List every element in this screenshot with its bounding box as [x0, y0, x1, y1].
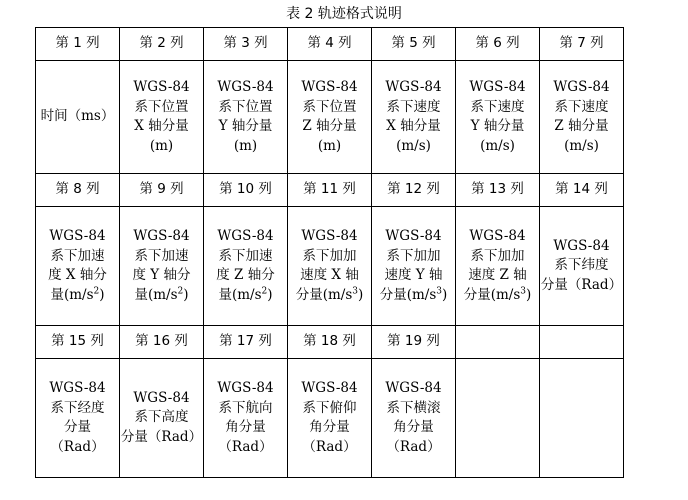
column-header-label: 第 1 列 — [55, 35, 100, 52]
description-line: (m/s) — [564, 137, 599, 154]
description-cell — [456, 359, 540, 478]
description-text — [41, 107, 115, 127]
description-line: WGS-84 — [469, 228, 526, 244]
description-text — [133, 227, 191, 305]
description-line: 速度 Y 轴 — [384, 267, 443, 283]
column-header-label: 第 4 列 — [307, 35, 352, 52]
description-line: 速度 Z 轴 — [468, 267, 527, 283]
column-header-cell — [372, 174, 456, 207]
description-text — [385, 78, 441, 156]
column-header-cell — [204, 326, 288, 359]
description-line: 分量 — [64, 419, 91, 435]
column-header-label: 第 2 列 — [139, 35, 184, 52]
column-header-cell — [36, 174, 120, 207]
description-line: 系下加速 — [134, 247, 189, 264]
trajectory-format-table — [35, 27, 624, 478]
description-line: 角分量 — [225, 419, 266, 435]
description-cell — [372, 359, 456, 478]
description-line: 分量（Rad） — [540, 276, 623, 293]
column-header-label: 第 13 列 — [471, 181, 524, 198]
column-header-cell — [120, 174, 204, 207]
description-text — [301, 379, 357, 457]
description-line: (m) — [233, 137, 258, 154]
description-line: 系下速度 — [470, 98, 525, 115]
description-cell — [120, 61, 204, 174]
description-line: (m/s) — [480, 137, 515, 154]
description-line: 量$(m/s^2)$ — [134, 286, 189, 303]
column-header-cell — [372, 326, 456, 359]
description-text — [296, 227, 364, 305]
column-header-cell — [204, 174, 288, 207]
column-header-label: 第 17 列 — [219, 333, 272, 350]
column-header-label: 第 14 列 — [555, 181, 608, 198]
description-line: 系下加加 — [302, 247, 357, 264]
description-line: 分量（Rad） — [120, 428, 203, 445]
description-text — [301, 78, 357, 156]
description-line: 系下加加 — [470, 247, 525, 264]
table-caption: 表 2 轨迹格式说明 — [286, 6, 402, 22]
description-text — [380, 227, 448, 305]
description-cell — [120, 207, 204, 326]
description-line: 系下俯仰 — [302, 399, 357, 416]
description-line: WGS-84 — [301, 79, 358, 95]
column-header-label: 第 16 列 — [135, 333, 188, 350]
column-header-label: 第 5 列 — [391, 35, 436, 52]
description-line: Z 轴分量 — [554, 118, 609, 134]
description-cell — [372, 207, 456, 326]
column-header-label: 第 8 列 — [55, 181, 100, 198]
description-text — [385, 379, 441, 457]
description-line: WGS-84 — [301, 228, 358, 244]
description-line: 度 Z 轴分 — [216, 267, 275, 283]
column-header-label: 第 6 列 — [475, 35, 520, 52]
column-header-label: 第 12 列 — [387, 181, 440, 198]
description-line: 分量$(m/s^3)$ — [463, 286, 532, 303]
description-line: Z 轴分量 — [302, 118, 357, 134]
description-line: 系下加速 — [218, 247, 273, 264]
description-text — [541, 237, 622, 296]
description-line: 系下位置 — [134, 98, 189, 115]
description-line: Y 轴分量 — [218, 118, 273, 134]
description-line: 系下速度 — [554, 98, 609, 115]
description-line: 度 X 轴分 — [48, 267, 107, 283]
description-line: Y 轴分量 — [470, 118, 525, 134]
description-line: 分量$(m/s^3)$ — [379, 286, 448, 303]
description-text — [464, 227, 532, 305]
description-text — [217, 379, 273, 457]
description-cell — [36, 61, 120, 174]
column-header-label: 第 9 列 — [139, 181, 184, 198]
column-header-cell — [36, 326, 120, 359]
description-line: WGS-84 — [553, 237, 610, 254]
column-header-label: 第 18 列 — [303, 333, 356, 350]
column-header-cell — [456, 28, 540, 61]
description-line: WGS-84 — [385, 380, 442, 396]
description-line: 系下位置 — [302, 98, 357, 115]
column-header-label: 第 10 列 — [219, 181, 272, 198]
description-line: WGS-84 — [133, 79, 190, 95]
column-header-label: 第 19 列 — [387, 333, 440, 350]
description-line: 系下加速 — [50, 247, 105, 264]
description-line: 系下经度 — [50, 399, 105, 416]
description-cell — [120, 359, 204, 478]
column-header-cell — [120, 28, 204, 61]
description-line: WGS-84 — [49, 380, 106, 396]
column-header-cell — [204, 28, 288, 61]
description-cell — [456, 207, 540, 326]
description-row — [36, 359, 624, 478]
column-header-cell — [288, 174, 372, 207]
description-cell — [456, 61, 540, 174]
description-text — [553, 78, 609, 156]
column-header-label: 第 3 列 — [223, 35, 268, 52]
description-line: WGS-84 — [217, 79, 274, 95]
description-cell — [288, 61, 372, 174]
description-line: 角分量 — [309, 419, 350, 435]
description-line: 系下纬度 — [554, 257, 609, 274]
description-text — [216, 227, 274, 305]
description-cell — [372, 61, 456, 174]
description-row — [36, 61, 624, 174]
description-cell — [204, 359, 288, 478]
description-line: (m) — [317, 137, 342, 154]
description-line: 度 Y 轴分 — [132, 267, 191, 283]
description-line: (m/s) — [396, 137, 431, 154]
description-line: WGS-84 — [469, 79, 526, 95]
description-cell — [288, 207, 372, 326]
description-cell — [204, 61, 288, 174]
column-header-cell — [120, 326, 204, 359]
description-text — [217, 78, 273, 156]
column-header-cell — [456, 326, 540, 359]
description-cell — [288, 359, 372, 478]
description-line: 系下航向 — [218, 399, 273, 416]
description-cell — [204, 207, 288, 326]
description-line: WGS-84 — [553, 79, 610, 95]
column-header-label: 第 7 列 — [559, 35, 604, 52]
description-cell — [36, 359, 120, 478]
column-header-cell — [456, 174, 540, 207]
column-header-cell — [540, 28, 624, 61]
column-header-label: 第 11 列 — [303, 181, 356, 198]
description-line: WGS-84 — [217, 228, 274, 244]
column-header-cell — [372, 28, 456, 61]
description-line: （Rad） — [218, 438, 273, 455]
column-header-cell — [540, 174, 624, 207]
header-row — [36, 28, 624, 61]
description-line: 角分量 — [393, 419, 434, 435]
header-row — [36, 174, 624, 207]
description-line: WGS-84 — [133, 228, 190, 244]
header-row — [36, 326, 624, 359]
description-line: X 轴分量 — [386, 118, 441, 134]
description-line: WGS-84 — [385, 228, 442, 244]
column-header-cell — [288, 326, 372, 359]
description-line: 分量$(m/s^3)$ — [295, 286, 364, 303]
description-line: 量$(m/s^2)$ — [50, 286, 105, 303]
description-text — [121, 389, 202, 448]
description-text — [49, 379, 105, 457]
description-text — [48, 227, 107, 305]
description-line: 系下加加 — [386, 247, 441, 264]
description-line: WGS-84 — [217, 380, 274, 396]
description-line: （Rad） — [386, 438, 441, 455]
description-line: 系下速度 — [386, 98, 441, 115]
column-header-cell — [540, 326, 624, 359]
description-line: 系下横滚 — [386, 399, 441, 416]
description-line: WGS-84 — [301, 380, 358, 396]
description-line: 速度 X 轴 — [300, 267, 359, 283]
description-line: （Rad） — [302, 438, 357, 455]
column-header-cell — [288, 28, 372, 61]
description-line: WGS-84 — [133, 389, 190, 406]
description-line: 时间（ms） — [40, 108, 115, 125]
description-line: 系下高度 — [134, 409, 189, 426]
description-line: 量$(m/s^2)$ — [218, 286, 273, 303]
description-line: （Rad） — [50, 438, 105, 455]
description-line: X 轴分量 — [134, 118, 189, 134]
description-cell — [540, 207, 624, 326]
description-text — [133, 78, 189, 156]
column-header-cell — [36, 28, 120, 61]
description-line: (m) — [149, 137, 174, 154]
description-cell — [36, 207, 120, 326]
description-line: WGS-84 — [49, 228, 106, 244]
description-cell — [540, 359, 624, 478]
description-line: WGS-84 — [385, 79, 442, 95]
description-line: 系下位置 — [218, 98, 273, 115]
description-text — [469, 78, 525, 156]
description-row — [36, 207, 624, 326]
description-cell — [540, 61, 624, 174]
column-header-label: 第 15 列 — [51, 333, 104, 350]
